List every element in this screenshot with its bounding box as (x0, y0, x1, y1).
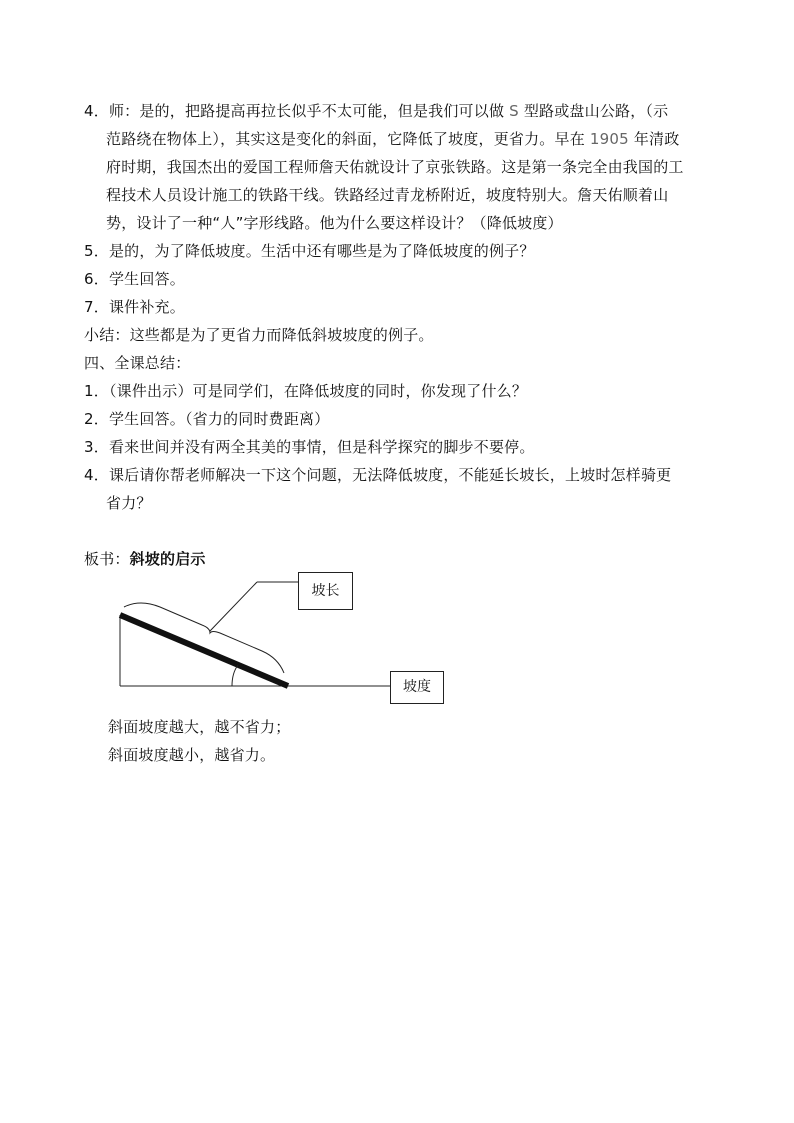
item-text: 看来世间并没有两全其美的事情，但是科学探究的脚步不要停。 (108, 438, 535, 456)
item-number: 6． (84, 270, 109, 288)
item-number: 3． (84, 438, 109, 456)
item-text: 课后请你帮老师解决一下这个问题，无法降低坡度，不能延长坡长，上坡时怎样骑更 (108, 466, 672, 484)
list-item (84, 381, 527, 401)
item-text: 学生回答。 (108, 270, 185, 288)
angle-arc (232, 665, 238, 686)
item-number: 4． (84, 466, 109, 484)
length-leader-line (210, 582, 257, 631)
item-number: 4． (84, 102, 109, 120)
list-item (84, 241, 535, 261)
text-segment: 范路绕在物体上），其实这是变化的斜面，它降低了坡度，更省力。早在 (106, 130, 590, 148)
item-text: 是的，为了降低坡度。生活中还有哪些是为了降低坡度的例子？ (108, 242, 535, 260)
slope-label-box: 坡度 (390, 671, 444, 704)
paragraph-4-line-3: 府时期，我国杰出的爱国工程师詹天佑就设计了京张铁路。这是第一条完全由我国的工 (106, 158, 684, 176)
section-heading: 四、全课总结： (84, 354, 191, 372)
paragraph-4-line-1 (84, 101, 668, 121)
item-text: 课件补充。 (108, 298, 185, 316)
list-item (84, 409, 329, 429)
item-text: （课件出示）可是同学们，在降低坡度的同时，你发现了什么？ (108, 382, 528, 400)
list-item-continuation: 省力？ (106, 494, 152, 512)
paragraph-4-line-4: 程技术人员设计施工的铁路干线。铁路经过青龙桥附近，坡度特别大。詹天佑顺着山 (106, 186, 669, 204)
item-text: 学生回答。（省力的同时费距离） (108, 410, 330, 428)
text-segment: 型路或盘山公路，（示 (518, 102, 669, 120)
board-prefix: 板书： (84, 550, 130, 568)
text-segment: 年清政 (628, 130, 680, 148)
list-item (84, 465, 671, 485)
text-segment: S (509, 102, 519, 120)
list-item (84, 437, 535, 457)
note-line: 斜面坡度越大，越不省力； (108, 718, 291, 736)
length-brace (124, 603, 284, 673)
list-item (84, 297, 185, 317)
item-number: 5． (84, 242, 109, 260)
board-title: 斜坡的启示 (129, 550, 206, 568)
length-label-box: 坡长 (298, 572, 353, 610)
summary-text: 小结：这些都是为了更省力而降低斜坡坡度的例子。 (84, 326, 434, 344)
list-item (84, 269, 185, 289)
paragraph-4-line-5: 势，设计了一种“人”字形线路。他为什么要这样设计？（降低坡度） (106, 214, 563, 232)
paragraph-4-line-2 (106, 129, 679, 149)
text-segment: 师：是的，把路提高再拉长似乎不太可能，但是我们可以做 (108, 102, 510, 120)
item-number: 7． (84, 298, 109, 316)
text-segment: 1905 (589, 130, 629, 148)
item-number: 2． (84, 410, 109, 428)
note-line: 斜面坡度越小，越省力。 (108, 746, 276, 764)
item-number: 1． (84, 382, 109, 400)
